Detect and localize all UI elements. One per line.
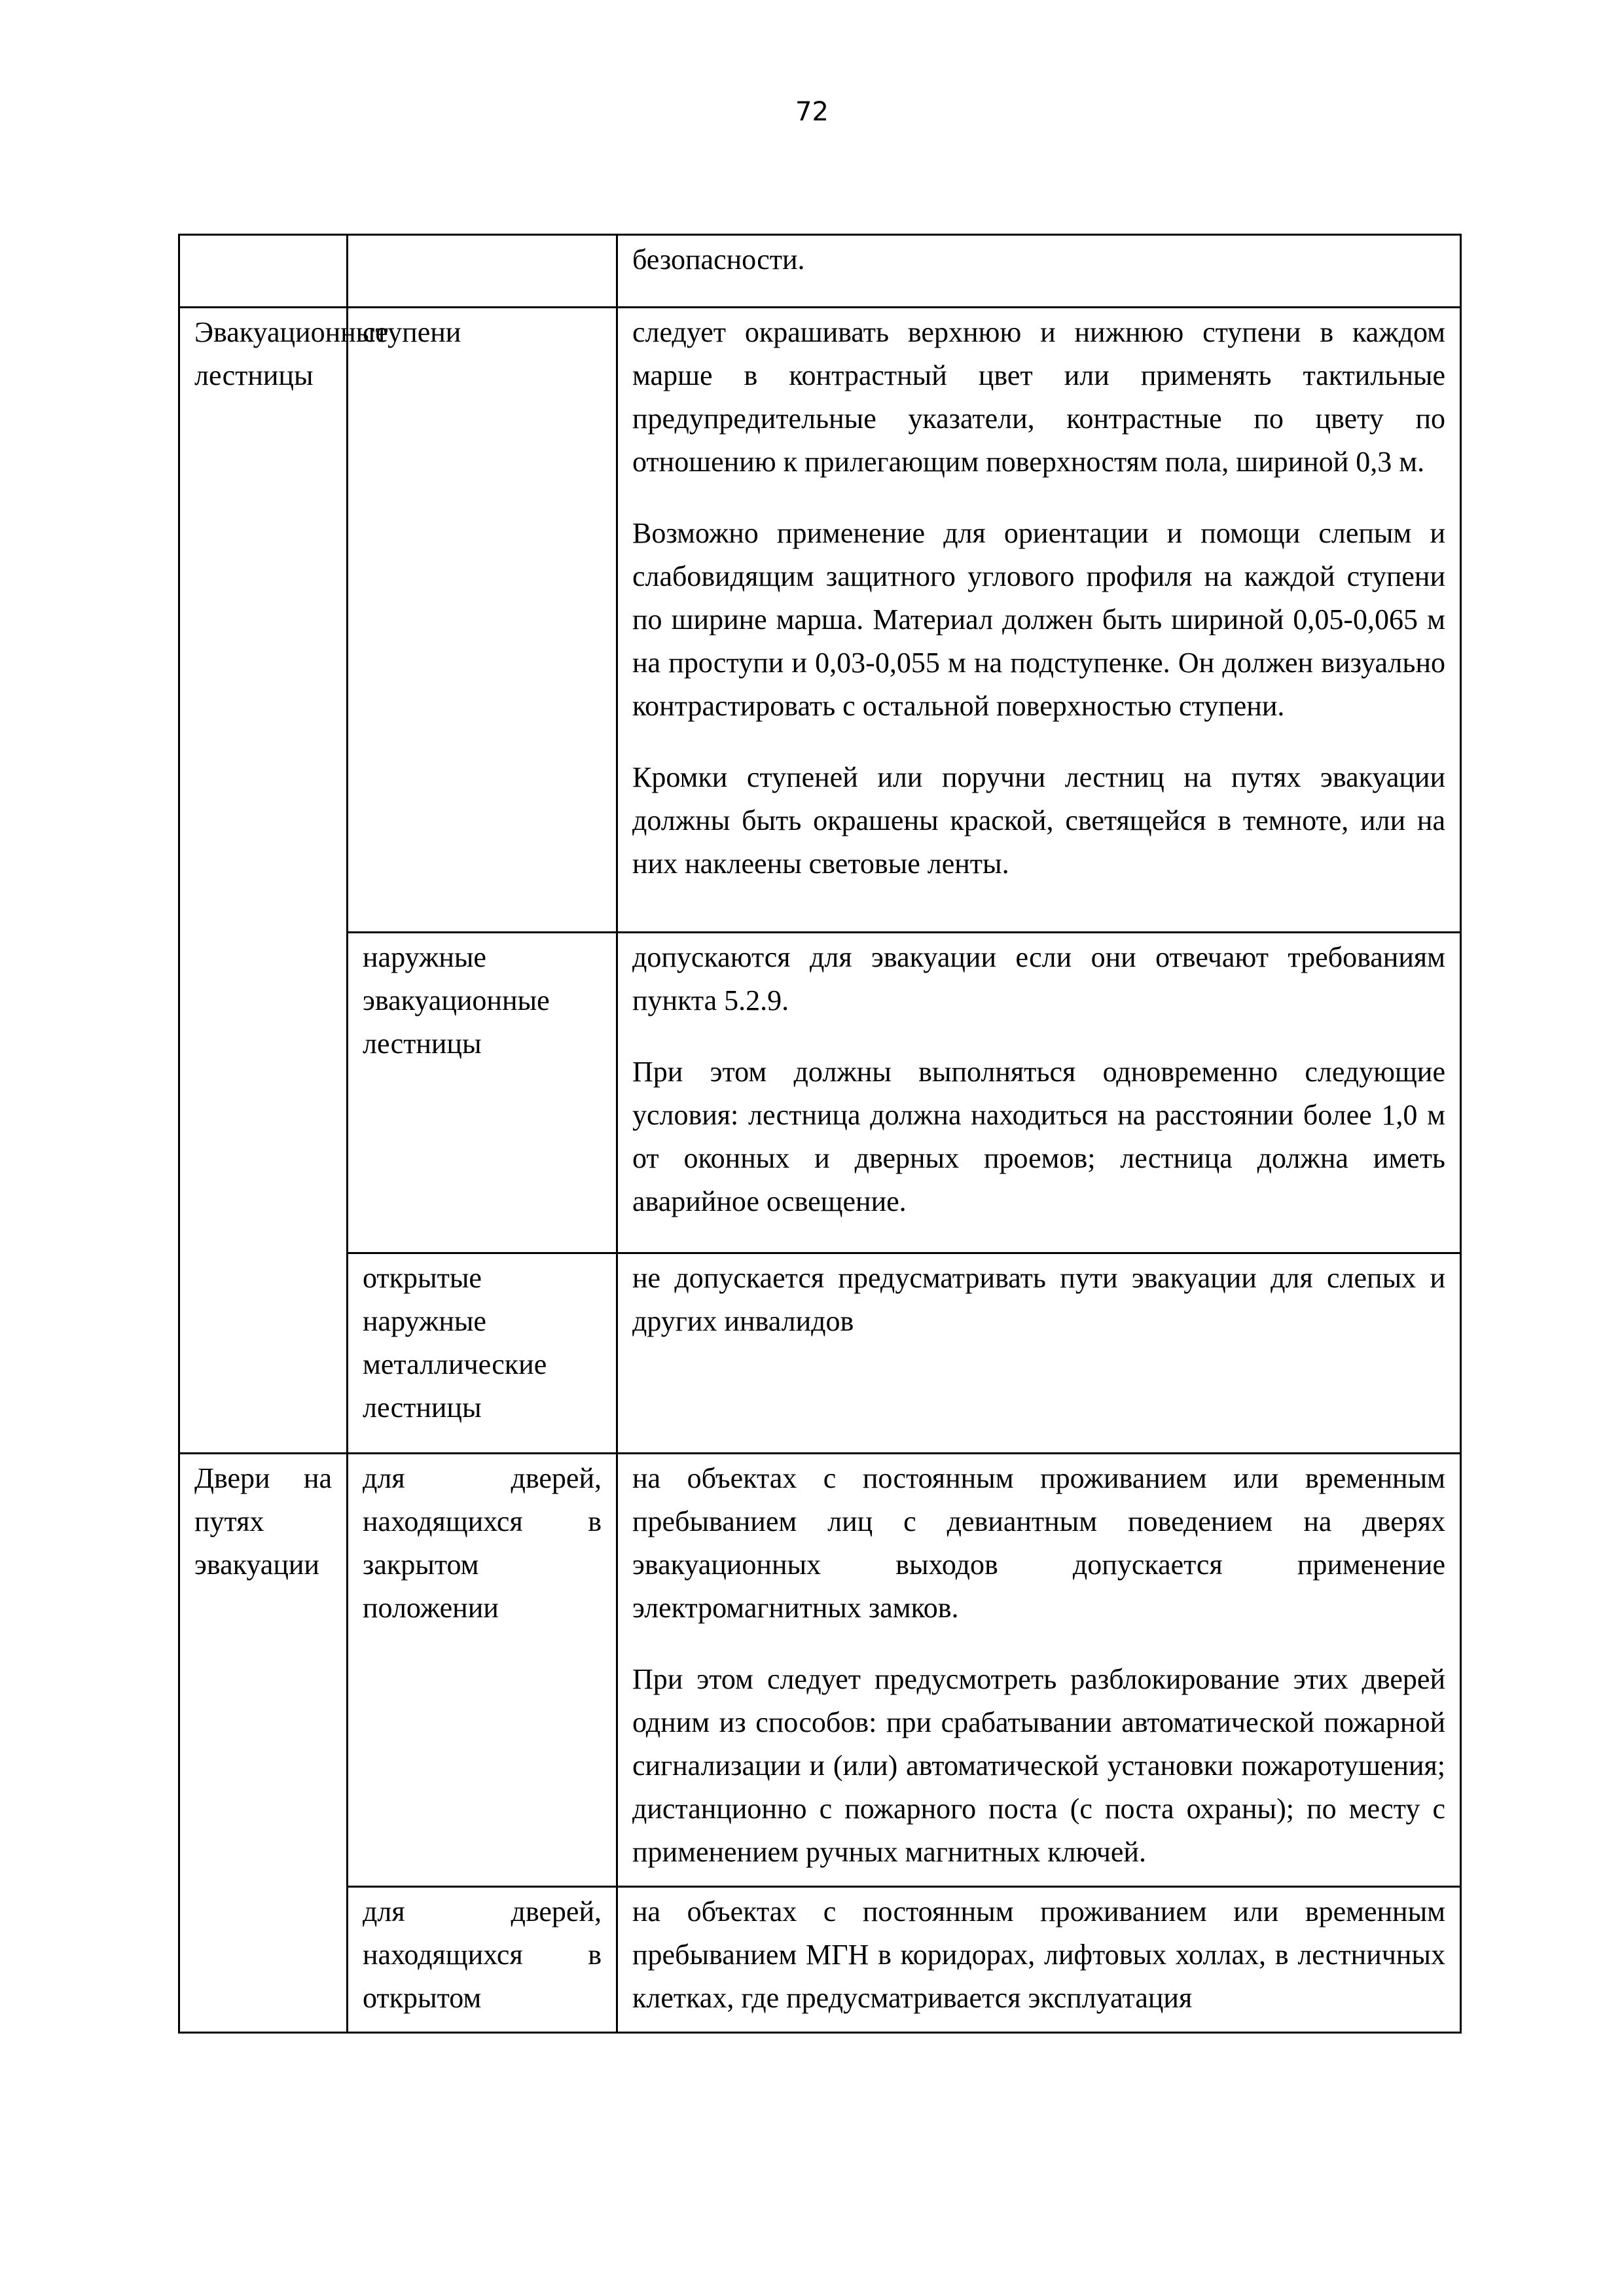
table-cell-element: наружные эвакуационные лестницы: [348, 932, 617, 1253]
table-cell-requirement: [617, 1454, 1461, 1887]
requirements-table: [178, 234, 1462, 2034]
requirement-paragraph: следует окрашивать верхнюю и нижнюю ступени в каждом марше в контрастный цвет или применять тактильные предупредительные указатели, контрастные по цвету по отношению к прилегающим поверхностям пола, шириной 0,3 м.: [632, 316, 1445, 478]
requirement-paragraph: Кромки ступеней или поручни лестниц на путях эвакуации должны быть окрашены краской, светящейся в темноте, или на них наклеены световые ленты.: [632, 761, 1445, 880]
requirement-paragraph: При этом следует предусмотреть разблокирование этих дверей одним из способов: при срабатывании автоматической пожарной сигнализации и (или) автоматической установки пожаротушения; дистанционно с пожарного поста (с поста охраны); по месту с применением ручных магнитных ключей.: [632, 1663, 1445, 1868]
table-cell-element: открытые наружные металлические лестницы: [348, 1253, 617, 1454]
table-cell-requirement: [617, 1253, 1461, 1454]
requirement-paragraph: Возможно применение для ориентации и помощи слепым и слабовидящим защитного углового профиля на каждой ступени по ширине марша. Материал должен быть шириной 0,05-0,065 м на проступи и 0,03-0,055 м на подступенке. Он должен визуально контрастировать с остальной поверхностью ступени.: [632, 517, 1445, 722]
page-number: 72: [795, 97, 829, 127]
table-cell-element: для дверей, находящихся в открытом: [348, 1887, 617, 2033]
requirement-paragraph: безопасности.: [632, 243, 805, 276]
table-cell-category: Двери на путях эвакуации: [179, 1454, 348, 2033]
table-row: [179, 235, 1461, 308]
requirement-paragraph: При этом должны выполняться одновременно следующие условия: лестница должна находиться на расстоянии более 1,0 м от оконных и дверных проемов; лестница должна иметь аварийное освещение.: [632, 1055, 1445, 1217]
table-cell-requirement: [617, 932, 1461, 1253]
requirement-paragraph: не допускается предусматривать пути эвакуации для слепых и других инвалидов: [632, 1262, 1445, 1338]
table-row: [179, 308, 1461, 933]
table-row: [179, 1253, 1461, 1454]
requirement-paragraph: допускаются для эвакуации если они отвечают требованиям пункта 5.2.9.: [632, 941, 1445, 1016]
table-row: [179, 932, 1461, 1253]
table-row: [179, 1454, 1461, 1887]
requirement-paragraph: на объектах с постоянным проживанием или временным пребыванием лиц с девиантным поведением на дверях эвакуационных выходов допускается применение электромагнитных замков.: [632, 1462, 1445, 1624]
requirement-paragraph: на объектах с постоянным проживанием или временным пребыванием МГН в коридорах, лифтовых холлах, в лестничных клетках, где предусматривается эксплуатация: [632, 1895, 1445, 2014]
table-cell-category: Эвакуационные лестницы: [179, 308, 348, 1454]
table-cell-requirement: [617, 1887, 1461, 2033]
table-cell-requirement: [617, 235, 1461, 308]
table-cell-category: [179, 235, 348, 308]
table-cell-requirement: [617, 308, 1461, 933]
table-row: [179, 1887, 1461, 2033]
table-cell-element: ступени: [348, 308, 617, 933]
table-cell-element: для дверей, находящихся в закрытом положении: [348, 1454, 617, 1887]
table-cell-element: [348, 235, 617, 308]
